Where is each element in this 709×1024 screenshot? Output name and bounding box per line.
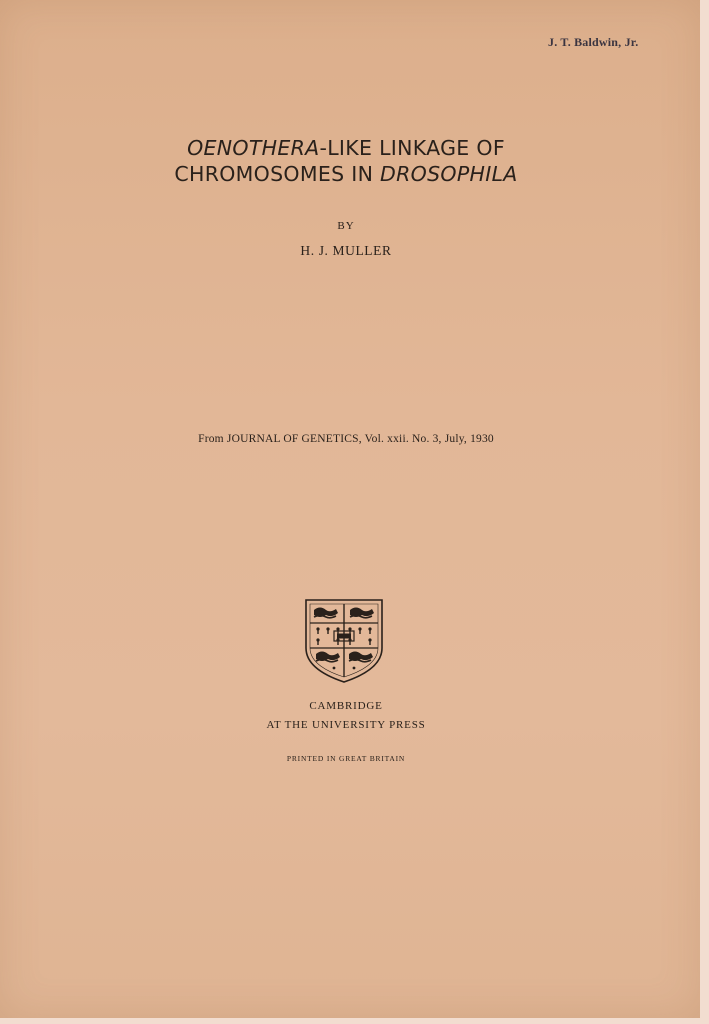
printed-in-note: PRINTED IN GREAT BRITAIN xyxy=(286,754,406,763)
title-line-2-rest: CHROMOSOMES IN xyxy=(174,162,381,186)
publisher-block xyxy=(0,697,692,735)
university-arms-crest-icon xyxy=(304,598,384,684)
author-name: H. J. MULLER xyxy=(300,243,392,258)
byline-by: BY xyxy=(337,220,355,232)
title-line-1 xyxy=(0,135,692,161)
title-line-2 xyxy=(0,161,692,187)
publisher-press: AT THE UNIVERSITY PRESS xyxy=(266,719,426,731)
publisher-city: CAMBRIDGE xyxy=(309,700,383,712)
title-genus-drosophila: DROSOPHILA xyxy=(380,162,518,186)
article-title xyxy=(0,135,692,187)
journal-source: From JOURNAL OF GENETICS, Vol. xxii. No. 3, July, 1930 xyxy=(198,433,494,445)
title-genus-oenothera: OENOTHERA xyxy=(187,136,320,160)
owner-stamp: J. T. Baldwin, Jr. xyxy=(548,35,639,49)
title-line-1-rest: -LIKE LINKAGE OF xyxy=(319,136,505,160)
